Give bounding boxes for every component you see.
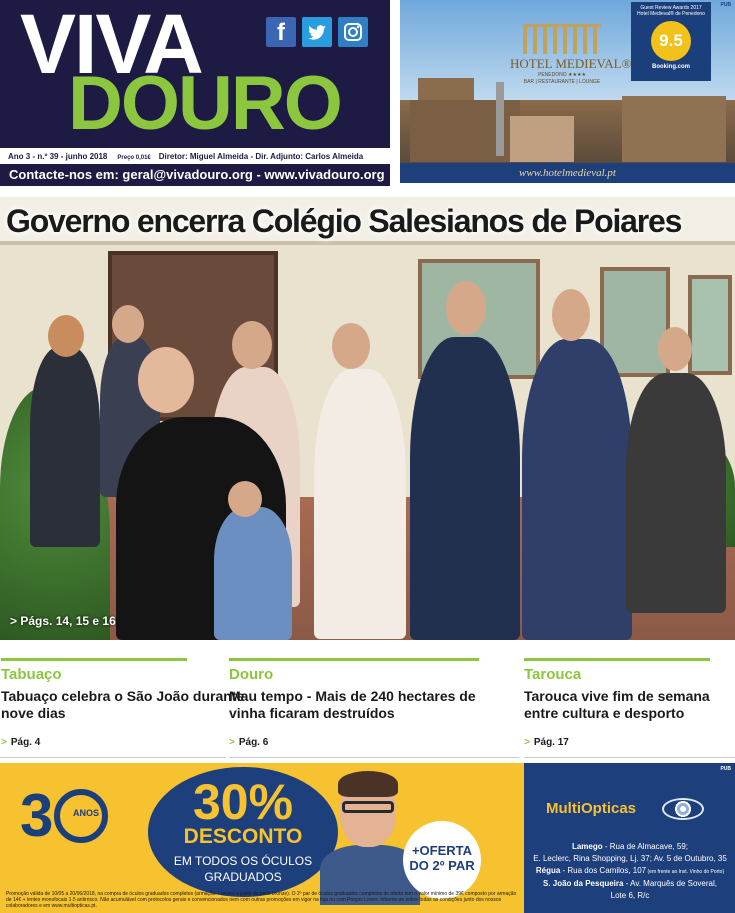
person-head	[138, 347, 194, 413]
story-page-text: Pág. 6	[238, 737, 269, 748]
instagram-camera-icon	[338, 17, 368, 47]
photo-window	[688, 275, 732, 375]
story-title[interactable]: Tarouca vive fim de semana entre cultura e desporto	[524, 688, 710, 721]
child	[214, 507, 292, 640]
twitter-icon[interactable]	[302, 17, 332, 47]
multiopticas-ad[interactable]	[0, 763, 735, 913]
divider	[0, 757, 226, 758]
address-lamego	[530, 841, 730, 853]
issue-info: Ano 3 - n.º 39 - junho 2018	[8, 152, 108, 161]
person-head	[658, 327, 692, 371]
section-label: Tarouca	[524, 666, 582, 683]
main-story[interactable]	[0, 197, 735, 640]
hotel-location-text: PENEDONO	[538, 72, 567, 78]
hotel-building	[622, 96, 726, 162]
child-head	[228, 481, 262, 517]
story-page[interactable]	[229, 736, 268, 750]
arrow-icon: >	[1, 737, 7, 748]
hotel-location	[510, 71, 614, 79]
person-head	[48, 315, 84, 357]
anniversary-number: 3	[20, 782, 54, 849]
person-head	[552, 289, 590, 341]
arrow-icon: >	[524, 737, 530, 748]
main-headline[interactable]: Governo encerra Colégio Salesianos de Poiares	[6, 203, 682, 239]
address-sjp	[530, 878, 730, 890]
section-bar	[229, 658, 479, 661]
staff: Diretor: Miguel Almeida - Dir. Adjunto: Carlos Almeida	[158, 152, 364, 161]
section-bar	[524, 658, 710, 661]
person-official	[522, 339, 632, 640]
contact-bar[interactable]: Contacte-nos em: geral@vivadouro.org - www.vivadouro.org	[0, 164, 390, 186]
person	[30, 347, 100, 547]
facebook-icon[interactable]: f	[266, 17, 296, 47]
glasses-icon	[342, 801, 394, 813]
hotel-url[interactable]: www.hotelmedieval.pt	[400, 163, 735, 183]
anniversary-label: ANOS	[72, 808, 99, 818]
discount-oval	[148, 767, 338, 897]
discount-label: DESCONTO	[183, 825, 303, 848]
address-note: (em frente ao Inst. Vinho do Porto)	[646, 869, 725, 875]
main-story-pages[interactable]: > Págs. 14, 15 e 16	[10, 614, 116, 628]
divider	[524, 757, 735, 758]
price: Preço 0,01€	[117, 155, 151, 161]
person-head	[112, 305, 144, 343]
address-city: Régua	[535, 866, 561, 875]
multiopticas-logo-icon	[662, 798, 704, 820]
discount-subtitle: EM TODOS OS ÓCULOS GRADUADOS	[173, 854, 313, 884]
person	[626, 373, 726, 613]
offer-badge: +OFERTA DO 2º PAR	[403, 821, 481, 899]
hotel-name: HOTEL MEDIEVAL®	[510, 56, 632, 71]
fine-print: Promoção válida de 10/05 a 20/06/2018, na compra de óculos graduados completos (armação + lentes a partir do pack bronze). O 2º par de óculos graduados completos de oferta tem o valor mínimo de 39€ composto por armação de 14€ + lentes monofocais 1.5 antirrisco. Não acumulável com protocolos gerais e convencionados nem com outras promoções em vigor na loja ou com Preços Leves. Informe-se sobre todas as condições junto dos nossos colaboradores e em www.multiopticas.pt.	[6, 891, 517, 909]
person	[314, 369, 406, 639]
logo-viva: VIVA	[20, 0, 202, 91]
address-lamego-2: E. Leclerc, Rina Shopping, Lj. 37; Av. 5 de Outubro, 35	[533, 854, 727, 863]
instagram-icon[interactable]	[338, 17, 368, 47]
pub-label: PUB	[720, 2, 731, 8]
story-tarouca[interactable]	[524, 652, 735, 755]
booking-score: 9.5	[651, 21, 691, 61]
address-sjp-2: Lote 6, R/c	[610, 891, 650, 900]
booking-award-text: Guest Review Awards 2017 Hotel Medieval® de Penedono	[637, 5, 705, 17]
story-page-text: Pág. 4	[10, 737, 41, 748]
discount-percent: 30%	[192, 774, 294, 830]
section-label: Tabuaço	[1, 666, 62, 683]
address-regua	[530, 865, 730, 878]
pillory	[496, 82, 504, 156]
person-official	[410, 337, 520, 640]
address-text: - Av. Marquês de Soveral,	[623, 879, 717, 888]
masthead	[0, 0, 390, 186]
hotel-medieval-ad[interactable]	[400, 0, 735, 183]
address-city: Lamego	[571, 842, 603, 851]
booking-brand: Booking.com	[651, 64, 690, 70]
section-label: Douro	[229, 666, 274, 683]
store-addresses	[530, 841, 730, 902]
story-title[interactable]: Mau tempo - Mais de 240 hectares de vinha ficaram destruídos	[229, 688, 476, 721]
booking-award-box	[631, 2, 711, 81]
logo-douro: DOURO	[68, 61, 341, 146]
hotel-logo-bars	[523, 24, 601, 54]
person-head	[232, 321, 272, 369]
address-text: - Rua de Almacave, 59;	[602, 842, 689, 851]
hotel-tagline: BAR | RESTAURANTE | LOUNGE	[523, 79, 601, 85]
house	[510, 116, 574, 162]
story-page-text: Pág. 17	[533, 737, 569, 748]
hotel-logo	[510, 24, 632, 86]
story-page[interactable]	[1, 736, 40, 750]
model-hair	[338, 771, 398, 797]
multiopticas-brand[interactable]: MultiOpticas	[546, 800, 637, 817]
logo[interactable]	[0, 0, 390, 148]
arrow-icon: >	[229, 737, 235, 748]
address-text: - Rua dos Camilos, 107	[560, 866, 647, 875]
story-tabuaco[interactable]	[1, 652, 245, 755]
story-douro[interactable]	[229, 652, 476, 755]
story-page[interactable]	[524, 736, 569, 750]
hotel-stars: ★★★★	[568, 72, 586, 78]
person-head	[446, 281, 486, 335]
twitter-bird-icon	[302, 17, 332, 47]
person-head	[332, 323, 370, 369]
address-city: S. João da Pesqueira	[542, 879, 624, 888]
story-title[interactable]: Tabuaço celebra o São João durante nove dias	[1, 688, 245, 721]
section-bar	[1, 658, 187, 661]
divider	[229, 757, 519, 758]
pub-label: PUB	[720, 766, 731, 772]
issue-line	[8, 150, 383, 164]
multiopticas-panel	[524, 763, 735, 913]
anniversary-logo	[20, 783, 110, 853]
